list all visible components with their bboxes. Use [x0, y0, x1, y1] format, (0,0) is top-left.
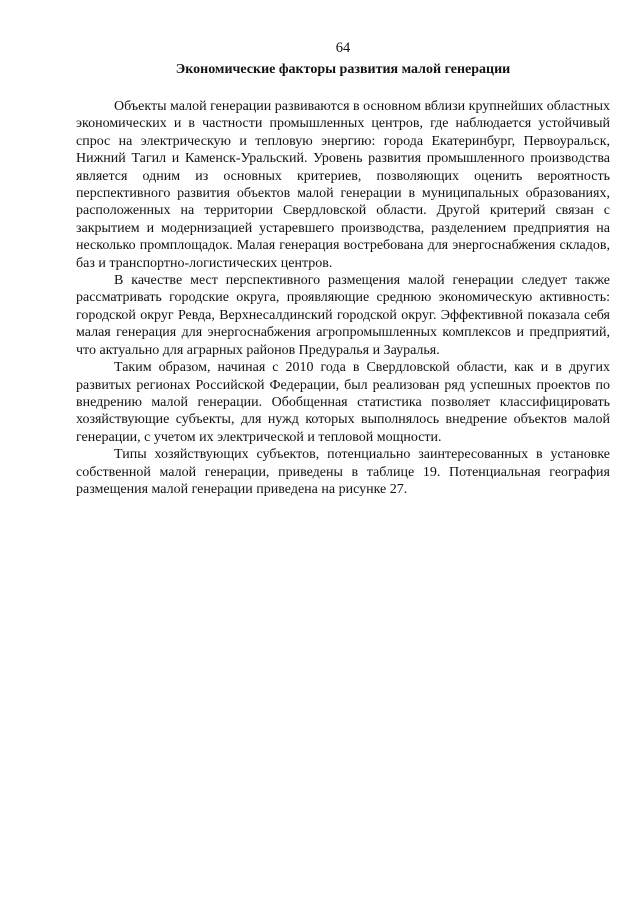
paragraph-2: В качестве мест перспективного размещения малой генерации следует также рассматривать городские округа, проявляющие среднюю экономическую активность: городской округ Ревда, Верхнесалдинский городской округ. Эффективной показала себя малая генерация для энергоснабжения агропромышленных комплексов и предприятий, что актуально для аграрных районов Предуралья и Зауралья. [76, 273, 610, 358]
paragraph-3: Таким образом, начиная с 2010 года в Свердловской области, как и в других развитых регионах Российской Федерации, был реализован ряд успешных проектов по внедрению малой генерации. Обобщенная статистика позволяет классифицировать хозяйствующие субъекты, для нужд которых выполнялось внедрение объектов малой генерации, с учетом их электрической и тепловой мощности. [76, 360, 610, 445]
paragraph-1: Объекты малой генерации развиваются в основном вблизи крупнейших областных экономических и в частности промышленных центров, где наблюдается устойчивый спрос на электрическую и тепловую энергию: города Екатеринбург, Первоуральск, Нижний Тагил и Каменск-Уральский. Уровень развития промышленного производства является одним из основных критериев, позволяющих оценить вероятность перспективного развития объектов малой генерации в муниципальных образованиях, расположенных на территории Свердловской области. Другой критерий связан с закрытием и модернизацией устаревшего производства, разделением предприятия на несколько промплощадок. Малая генерация востребована для энергоснабжения складов, баз и транспортно-логистических центров. [76, 99, 610, 271]
body-text [76, 98, 610, 498]
section-heading: Экономические факторы развития малой генерации [175, 62, 511, 77]
document-page [76, 0, 610, 498]
paragraph-4: Типы хозяйствующих субъектов, потенциально заинтересованных в установке собственной малой генерации, приведены в таблице 19. Потенциальная география размещения малой генерации приведена на рисунке 27. [76, 447, 610, 497]
page-number: 64 [335, 40, 351, 56]
